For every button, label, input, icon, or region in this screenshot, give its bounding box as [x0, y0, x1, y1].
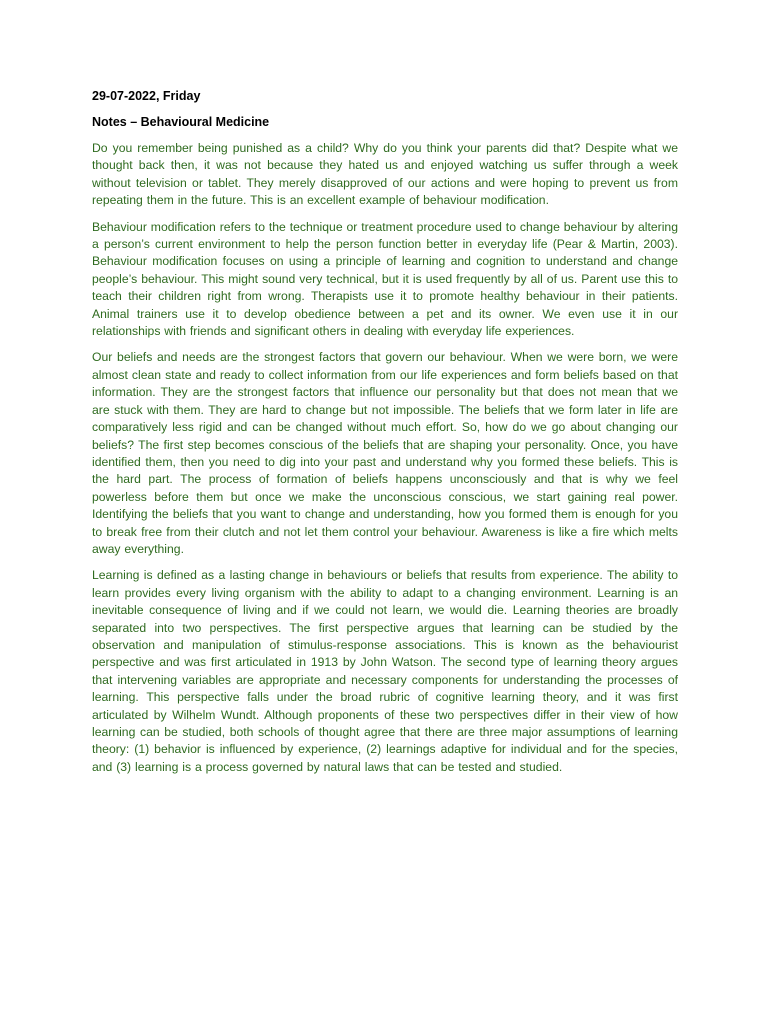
paragraph-beliefs: Our beliefs and needs are the strongest factors that govern our behaviour. When we were born, we were almost clean state and ready to collect information from our life experiences and form beliefs based on that information. They are the strongest factors that influence our personality but that does not mean that we are stuck with them. They are hard to change but not impossible. The beliefs that we form later in life are comparatively less rigid and can be changed without much effort. So, how do we go about changing our beliefs? The first step becomes conscious of the beliefs that are shaping your personality. Once, you have identified them, then you need to dig into your past and understand why you formed these beliefs. This is the hard part. The process of formation of beliefs happens unconsciously and that is why we feel powerless before them but once we make the unconscious conscious, we start gaining real power. Identifying the beliefs that you want to change and understanding, how you formed them is enough for you to break free from their clutch and not let them control your behaviour. Awareness is like a fire which melts away everything. — [92, 350, 678, 556]
document-date: 29-07-2022, Friday — [92, 89, 201, 103]
paragraph-behaviour-modification: Behaviour modification refers to the technique or treatment procedure used to change behaviour by altering a person’s current environment to help the person function better in everyday life (Pear & Martin, 2003). Behaviour modification focuses on using a principle of learning and cognition to understand and change people’s behaviour. This might sound very technical, but it is used frequently by all of us. Parent use this to teach their children right from wrong. Therapists use it to promote healthy behaviour in their patients. Animal trainers use it to develop obedience between a pet and its owner. We even use it in our relationships with friends and significant others in dealing with everyday life experiences. — [92, 219, 678, 339]
document-title: Notes – Behavioural Medicine — [92, 115, 270, 129]
paragraph-learning: Learning is defined as a lasting change in behaviours or beliefs that results from experience. The ability to learn provides every living organism with the ability to adapt to a changing environment. Learning is an inevitable consequence of living and if we could not learn, we would die. Learning theories are broadly separated into two perspectives. The first perspective argues that learning can be studied by the observation and manipulation of stimulus-response associations. This is known as the behaviourist perspective and was first articulated in 1913 by John Watson. The second type of learning theory argues that intervening variables are appropriate and necessary components for understanding the processes of learning. This perspective falls under the broad rubric of cognitive learning theory, and it was first articulated by Wilhelm Wundt. Although proponents of these two perspectives differ in their view of how learning can be studied, both schools of thought agree that there are three major assumptions of learning theory: (1) behavior is influenced by experience, (2) learnings adaptive for individual and for the species, and (3) learning is a process governed by natural laws that can be tested and studied. — [92, 568, 678, 774]
paragraph-intro: Do you remember being punished as a child? Why do you think your parents did that? Despite what we thought back then, it was not because they hated us and enjoyed watching us suffer through a week without television or tablet. They merely disapproved of our actions and were hoping to prevent us from repeating them in the future. This is an excellent example of behaviour modification. — [92, 141, 678, 208]
